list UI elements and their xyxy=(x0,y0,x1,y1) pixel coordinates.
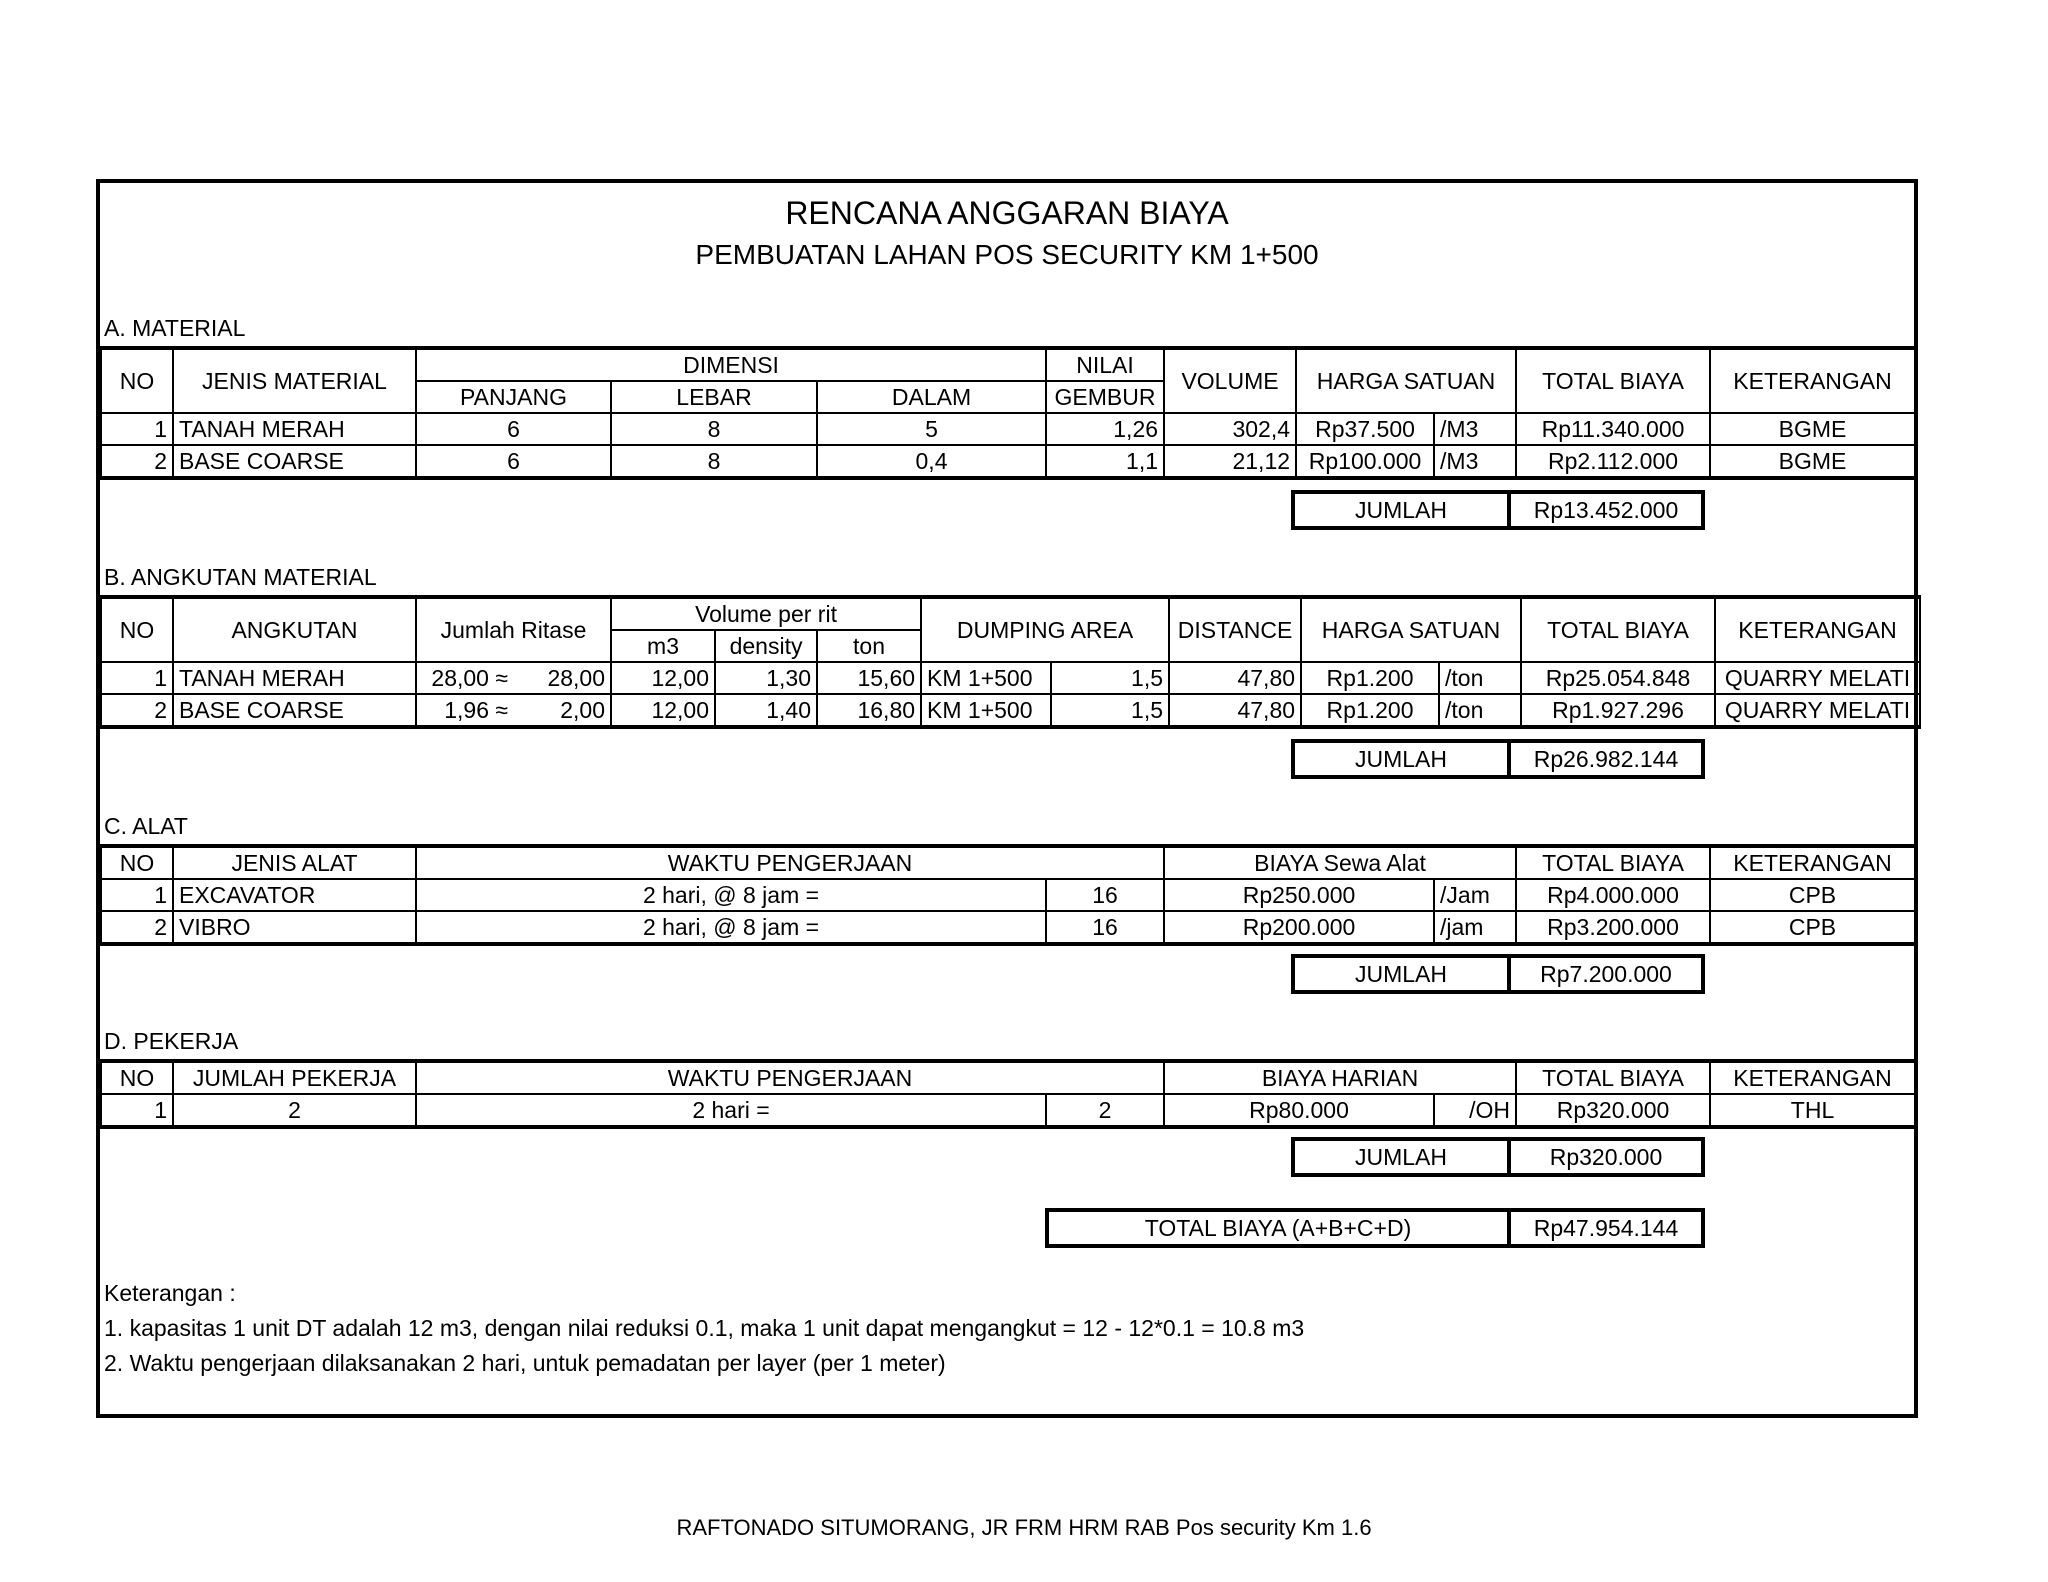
header-biaya-sewa: BIAYA Sewa Alat xyxy=(1164,846,1516,879)
header-keterangan: KETERANGAN xyxy=(1710,846,1915,879)
header-keterangan: KETERANGAN xyxy=(1710,1061,1915,1094)
header-no: NO xyxy=(101,1061,173,1094)
alat-jumlah-label: JUMLAH xyxy=(1291,954,1511,994)
header-dumping-area: DUMPING AREA xyxy=(921,597,1169,662)
section-alat-label: C. ALAT xyxy=(104,813,188,839)
grand-total-value: Rp47.954.144 xyxy=(1507,1208,1705,1248)
header-m3: m3 xyxy=(611,630,715,662)
material-jumlah-value: Rp13.452.000 xyxy=(1507,490,1705,530)
header-nilai: NILAI xyxy=(1046,348,1164,381)
header-jenis-material: JENIS MATERIAL xyxy=(173,348,416,413)
table-row: 1 2 2 hari = 2 Rp80.000 /OH Rp320.000 THL xyxy=(101,1094,1915,1127)
header-no: NO xyxy=(101,846,173,879)
angkutan-jumlah-value: Rp26.982.144 xyxy=(1507,739,1705,779)
header-dimensi: DIMENSI xyxy=(416,348,1046,381)
table-row: 1 EXCAVATOR 2 hari, @ 8 jam = 16 Rp250.000 /Jam Rp4.000.000 CPB xyxy=(101,879,1915,911)
header-volume: VOLUME xyxy=(1164,348,1296,413)
note-line-2: 2. Waktu pengerjaan dilaksanakan 2 hari, untuk pemadatan per layer (per 1 meter) xyxy=(104,1350,946,1376)
header-density: density xyxy=(715,630,817,662)
header-angkutan: ANGKUTAN xyxy=(173,597,416,662)
header-no: NO xyxy=(101,597,173,662)
header-dalam: DALAM xyxy=(817,381,1046,413)
page-subtitle: PEMBUATAN LAHAN POS SECURITY KM 1+500 xyxy=(695,239,1319,270)
angkutan-table xyxy=(100,595,1921,729)
header-ton: ton xyxy=(817,630,921,662)
header-gembur: GEMBUR xyxy=(1046,381,1164,413)
notes-heading: Keterangan : xyxy=(104,1280,236,1306)
header-biaya-harian: BIAYA HARIAN xyxy=(1164,1061,1516,1094)
header-total-biaya: TOTAL BIAYA xyxy=(1516,348,1710,413)
section-material-label: A. MATERIAL xyxy=(104,315,246,341)
header-keterangan: KETERANGAN xyxy=(1715,597,1920,662)
header-no: NO xyxy=(101,348,173,413)
header-jumlah-ritase: Jumlah Ritase xyxy=(416,597,611,662)
table-row: 1 TANAH MERAH 6 8 5 1,26 302,4 Rp37.500 /M3 Rp11.340.000 BGME xyxy=(101,413,1915,445)
header-waktu-pengerjaan: WAKTU PENGERJAAN xyxy=(416,1061,1164,1094)
header-volume-per-rit: Volume per rit xyxy=(611,597,921,630)
header-keterangan: KETERANGAN xyxy=(1710,348,1915,413)
header-total-biaya: TOTAL BIAYA xyxy=(1521,597,1715,662)
header-waktu-pengerjaan: WAKTU PENGERJAAN xyxy=(416,846,1164,879)
document-frame xyxy=(96,179,1918,1418)
header-distance: DISTANCE xyxy=(1169,597,1301,662)
header-harga-satuan: HARGA SATUAN xyxy=(1301,597,1521,662)
table-row: 1 TANAH MERAH 28,00 ≈ 28,00 12,00 1,30 15,60 KM 1+500 1,5 47,80 Rp1.200 /ton Rp25.054.848 QUARRY MELATI xyxy=(101,662,1920,694)
angkutan-jumlah-label: JUMLAH xyxy=(1291,739,1511,779)
page-title: RENCANA ANGGARAN BIAYA xyxy=(785,195,1229,231)
header-harga-satuan: HARGA SATUAN xyxy=(1296,348,1516,413)
pekerja-jumlah-label: JUMLAH xyxy=(1291,1137,1511,1177)
alat-table xyxy=(100,844,1916,946)
pekerja-jumlah-value: Rp320.000 xyxy=(1507,1137,1705,1177)
table-row: 2 BASE COARSE 6 8 0,4 1,1 21,12 Rp100.000 /M3 Rp2.112.000 BGME xyxy=(101,445,1915,478)
header-jenis-alat: JENIS ALAT xyxy=(173,846,416,879)
header-panjang: PANJANG xyxy=(416,381,611,413)
material-jumlah-label: JUMLAH xyxy=(1291,490,1511,530)
header-total-biaya: TOTAL BIAYA xyxy=(1516,846,1710,879)
section-angkutan-label: B. ANGKUTAN MATERIAL xyxy=(104,564,377,590)
section-pekerja-label: D. PEKERJA xyxy=(104,1028,239,1054)
note-line-1: 1. kapasitas 1 unit DT adalah 12 m3, dengan nilai reduksi 0.1, maka 1 unit dapat mengangkut = 12 - 12*0.1 = 10.8 m3 xyxy=(104,1315,1305,1341)
alat-jumlah-value: Rp7.200.000 xyxy=(1507,954,1705,994)
header-total-biaya: TOTAL BIAYA xyxy=(1516,1061,1710,1094)
header-jumlah-pekerja: JUMLAH PEKERJA xyxy=(173,1061,416,1094)
grand-total-label: TOTAL BIAYA (A+B+C+D) xyxy=(1045,1208,1511,1248)
table-row: 2 BASE COARSE 1,96 ≈ 2,00 12,00 1,40 16,80 KM 1+500 1,5 47,80 Rp1.200 /ton Rp1.927.296 QUARRY MELATI xyxy=(101,694,1920,727)
table-row: 2 VIBRO 2 hari, @ 8 jam = 16 Rp200.000 /jam Rp3.200.000 CPB xyxy=(101,911,1915,944)
page-footer: RAFTONADO SITUMORANG, JR FRM HRM RAB Pos security Km 1.6 xyxy=(676,1515,1372,1540)
material-table xyxy=(100,346,1916,480)
header-lebar: LEBAR xyxy=(611,381,817,413)
pekerja-table xyxy=(100,1059,1916,1129)
